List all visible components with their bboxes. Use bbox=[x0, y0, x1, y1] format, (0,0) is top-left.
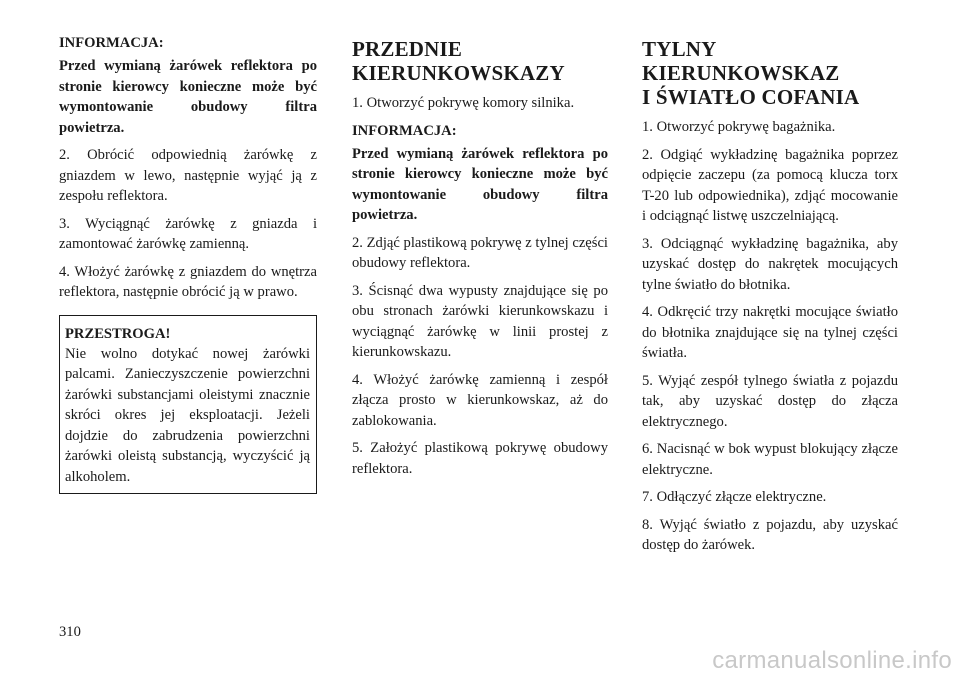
title-line-1: TYLNY KIERUNKOWSKAZ bbox=[642, 37, 840, 85]
title-line-2: KIERUNKOWSKAZY bbox=[352, 61, 565, 85]
step-8: 8. Wyjąć światło z pojazdu, aby uzyskać dostęp do żarówek. bbox=[642, 516, 898, 553]
warning-title: PRZESTROGA! bbox=[65, 325, 171, 342]
column-right bbox=[642, 33, 898, 563]
title-line-1: PRZEDNIE bbox=[352, 37, 463, 61]
step-5: 5. Założyć plastikową pokrywę obudowy reflektora. bbox=[352, 440, 608, 477]
page-number: 310 bbox=[59, 624, 81, 640]
step-3: 3. Odciągnąć wykładzinę bagażnika, aby uzyskać dostęp do nakrętek mocujących tylne światło do błotnika. bbox=[642, 235, 898, 293]
step-3: 3. Ścisnąć dwa wypusty znajdujące się po obu stronach żarówki kierunkowskazu i wyciągnąć żarówkę w linii prostej z kierunkowskazu. bbox=[352, 282, 608, 360]
step-4: 4. Odkręcić trzy nakrętki mocujące światło do błotnika znajdujące się na tylnej części światła. bbox=[642, 304, 898, 361]
column-left bbox=[59, 33, 317, 494]
step-1: 1. Otworzyć pokrywę komory silnika. bbox=[352, 95, 575, 111]
title-line-2: I ŚWIATŁO COFANIA bbox=[642, 85, 860, 109]
step-4: 4. Włożyć żarówkę z gniazdem do wnętrza reflektora, następnie obrócić ją w prawo. bbox=[59, 263, 317, 300]
warning-box bbox=[59, 315, 317, 495]
step-6: 6. Nacisnąć w bok wypust blokujący złącze elektryczne. bbox=[642, 441, 898, 478]
info-text: Przed wymianą żarówek reflektora po stronie kierowcy konieczne może być wymontowanie obudowy filtra powietrza. bbox=[59, 58, 317, 136]
step-3: 3. Wyciągnąć żarówkę z gniazda i zamontować żarówkę zamienną. bbox=[59, 215, 317, 252]
info-text: Przed wymianą żarówek reflektora po stronie kierowcy konieczne może być wymontowanie obudowy filtra powietrza. bbox=[352, 145, 608, 223]
warning-text: Nie wolno dotykać nowej żarówki palcami. Zanieczyszczenie powierzchni żarówki substancjami oleistymi znacznie skróci okres jej eksploatacji. Jeżeli dojdzie do zabrudzenia powierzchni żarówki oleistą substancją, wyczyścić ją alkoholem. bbox=[65, 345, 310, 485]
step-7: 7. Odłączyć złącze elektryczne. bbox=[642, 489, 827, 505]
step-1: 1. Otworzyć pokrywę bagażnika. bbox=[642, 119, 836, 135]
info-label: INFORMACJA: bbox=[352, 122, 457, 139]
section-title-rear-turn-signal bbox=[642, 37, 898, 109]
step-2: 2. Obrócić odpowiednią żarówkę z gniazdem w lewo, następnie wyjąć ją z zespołu reflektora. bbox=[59, 147, 317, 204]
step-5: 5. Wyjąć zespół tylnego światła z pojazdu tak, aby uzyskać dostęp do złącza elektrycznego. bbox=[642, 372, 898, 430]
info-label: INFORMACJA: bbox=[59, 35, 164, 51]
step-2: 2. Zdjąć plastikową pokrywę z tylnej części obudowy reflektora. bbox=[352, 234, 608, 271]
section-title-front-turn-signals bbox=[352, 37, 608, 85]
column-middle bbox=[352, 33, 608, 486]
step-2: 2. Odgiąć wykładzinę bagażnika poprzez odpięcie zaczepu (za pomocą klucza torx T-20 lub odpowiednika), zdjąć mocowanie i odciągnąć listwę uszczelniającą. bbox=[642, 146, 898, 224]
watermark: carmanualsonline.info bbox=[712, 647, 952, 674]
step-4: 4. Włożyć żarówkę zamienną i zespół złącza prosto w kierunkowskaz, aż do zablokowania. bbox=[352, 371, 608, 429]
